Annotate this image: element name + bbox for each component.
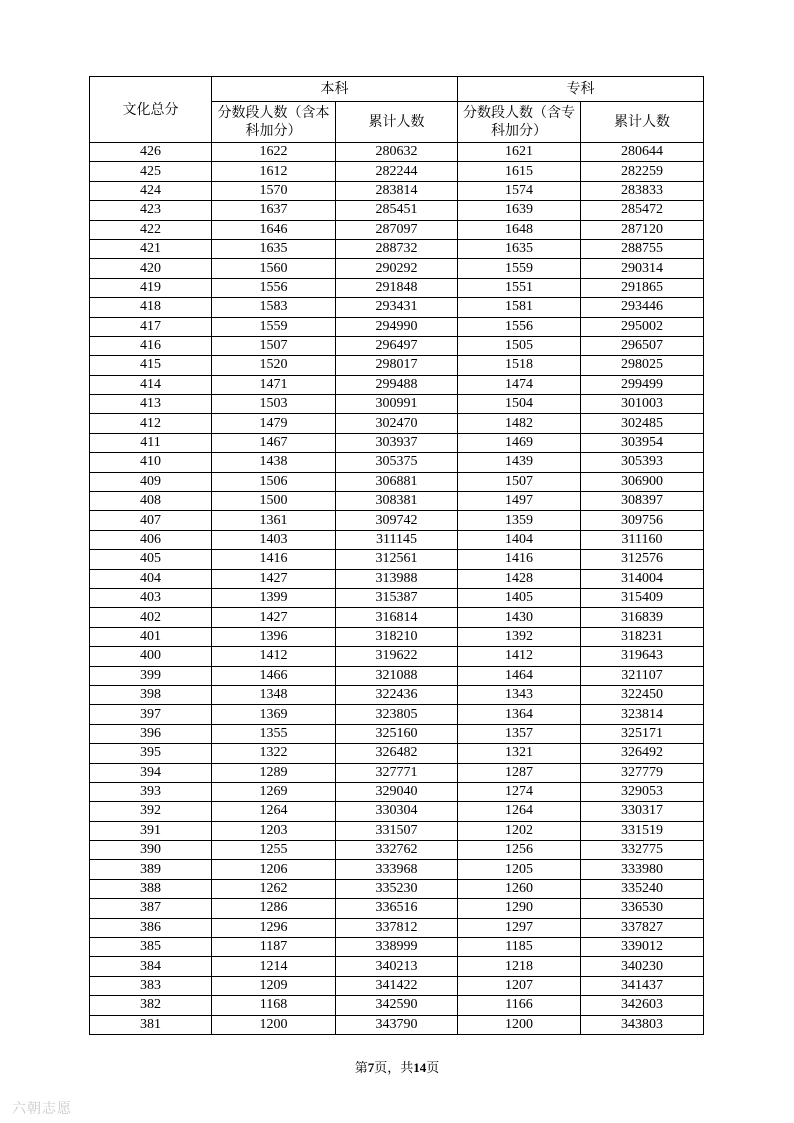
benke-segment-cell: 1427 [212, 569, 336, 588]
footer-middle: 页，共 [374, 1060, 414, 1075]
benke-segment-cell: 1570 [212, 181, 336, 200]
benke-segment-cell: 1556 [212, 278, 336, 297]
zhuanke-cumulative-cell: 291865 [581, 278, 704, 297]
benke-cumulative-cell: 321088 [336, 666, 458, 685]
table-row [90, 569, 704, 588]
table-row [90, 685, 704, 704]
zhuanke-segment-cell: 1469 [458, 433, 581, 452]
table-row [90, 1015, 704, 1034]
table-row [90, 588, 704, 607]
benke-segment-cell: 1479 [212, 414, 336, 433]
zhuanke-cumulative-cell: 302485 [581, 414, 704, 433]
benke-segment-cell: 1348 [212, 685, 336, 704]
benke-cumulative-cell: 343790 [336, 1015, 458, 1034]
zhuanke-segment-cell: 1439 [458, 453, 581, 472]
benke-cumulative-cell: 287097 [336, 220, 458, 239]
page-footer [0, 1057, 794, 1076]
table-row [90, 627, 704, 646]
benke-segment-cell: 1289 [212, 763, 336, 782]
score-cell: 416 [90, 336, 212, 355]
score-cell: 389 [90, 860, 212, 879]
benke-cumulative-cell: 285451 [336, 201, 458, 220]
score-cell: 383 [90, 976, 212, 995]
table-row [90, 782, 704, 801]
zhuanke-cumulative-cell: 283833 [581, 181, 704, 200]
zhuanke-cumulative-cell: 323814 [581, 705, 704, 724]
zhuanke-cumulative-cell: 332775 [581, 841, 704, 860]
zhuanke-cumulative-cell: 316839 [581, 608, 704, 627]
benke-segment-cell: 1635 [212, 239, 336, 258]
zhuanke-segment-cell: 1260 [458, 879, 581, 898]
score-cell: 419 [90, 278, 212, 297]
benke-segment-cell: 1403 [212, 530, 336, 549]
score-cell: 412 [90, 414, 212, 433]
zhuanke-cumulative-cell: 299499 [581, 375, 704, 394]
benke-cumulative-cell: 298017 [336, 356, 458, 375]
score-cell: 403 [90, 588, 212, 607]
score-cell: 408 [90, 492, 212, 511]
zhuanke-cumulative-cell: 296507 [581, 336, 704, 355]
benke-segment-cell: 1286 [212, 899, 336, 918]
benke-segment-cell: 1438 [212, 453, 336, 472]
score-cell: 382 [90, 996, 212, 1015]
benke-cumulative-cell: 313988 [336, 569, 458, 588]
zhuanke-cumulative-cell: 303954 [581, 433, 704, 452]
score-cell: 388 [90, 879, 212, 898]
benke-segment-cell: 1369 [212, 705, 336, 724]
table-row [90, 336, 704, 355]
benke-segment-cell: 1399 [212, 588, 336, 607]
benke-cumulative-cell: 280632 [336, 143, 458, 162]
zhuanke-segment-cell: 1274 [458, 782, 581, 801]
benke-segment-cell: 1322 [212, 744, 336, 763]
score-cell: 420 [90, 259, 212, 278]
zhuanke-cumulative-cell: 312576 [581, 550, 704, 569]
zhuanke-cumulative-cell: 343803 [581, 1015, 704, 1034]
benke-cumulative-cell: 326482 [336, 744, 458, 763]
zhuanke-segment-cell: 1412 [458, 647, 581, 666]
footer-total-pages: 14 [413, 1060, 427, 1075]
score-cell: 421 [90, 239, 212, 258]
zhuanke-cumulative-cell: 298025 [581, 356, 704, 375]
benke-cumulative-cell: 330304 [336, 802, 458, 821]
zhuanke-cumulative-cell: 322450 [581, 685, 704, 704]
benke-segment-cell: 1427 [212, 608, 336, 627]
zhuanke-cumulative-cell: 329053 [581, 782, 704, 801]
zhuanke-segment-cell: 1504 [458, 395, 581, 414]
benke-segment-cell: 1507 [212, 336, 336, 355]
zhuanke-cumulative-cell: 280644 [581, 143, 704, 162]
zhuanke-segment-cell: 1428 [458, 569, 581, 588]
zhuanke-segment-cell: 1343 [458, 685, 581, 704]
zhuanke-cumulative-cell: 309756 [581, 511, 704, 530]
table-body [90, 143, 704, 1035]
benke-cumulative-cell: 315387 [336, 588, 458, 607]
zhuanke-cumulative-cell: 295002 [581, 317, 704, 336]
score-cell: 404 [90, 569, 212, 588]
table-row [90, 162, 704, 181]
zhuanke-segment-cell: 1287 [458, 763, 581, 782]
benke-cumulative-cell: 331507 [336, 821, 458, 840]
benke-cumulative-cell: 342590 [336, 996, 458, 1015]
benke-cumulative-cell: 282244 [336, 162, 458, 181]
zhuanke-segment-cell: 1357 [458, 724, 581, 743]
benke-segment-cell: 1646 [212, 220, 336, 239]
benke-segment-cell: 1416 [212, 550, 336, 569]
zhuanke-segment-cell: 1256 [458, 841, 581, 860]
benke-cumulative-cell: 329040 [336, 782, 458, 801]
benke-cumulative-cell: 283814 [336, 181, 458, 200]
table-row [90, 181, 704, 200]
table-row [90, 395, 704, 414]
benke-segment-cell: 1503 [212, 395, 336, 414]
score-cell: 423 [90, 201, 212, 220]
score-cell: 399 [90, 666, 212, 685]
zhuanke-segment-cell: 1648 [458, 220, 581, 239]
zhuanke-cumulative-cell: 325171 [581, 724, 704, 743]
benke-segment-cell: 1203 [212, 821, 336, 840]
benke-segment-cell: 1412 [212, 647, 336, 666]
benke-cumulative-cell: 316814 [336, 608, 458, 627]
score-cell: 402 [90, 608, 212, 627]
benke-segment-cell: 1206 [212, 860, 336, 879]
zhuanke-segment-cell: 1205 [458, 860, 581, 879]
zhuanke-cumulative-cell: 319643 [581, 647, 704, 666]
table-row [90, 705, 704, 724]
table-row [90, 918, 704, 937]
header-benke-segment: 分数段人数（含本科加分） [212, 102, 336, 143]
table-row [90, 976, 704, 995]
zhuanke-cumulative-cell: 327779 [581, 763, 704, 782]
zhuanke-segment-cell: 1359 [458, 511, 581, 530]
benke-cumulative-cell: 302470 [336, 414, 458, 433]
zhuanke-segment-cell: 1497 [458, 492, 581, 511]
footer-prefix: 第 [354, 1060, 368, 1075]
benke-segment-cell: 1214 [212, 957, 336, 976]
zhuanke-segment-cell: 1507 [458, 472, 581, 491]
table-row [90, 996, 704, 1015]
benke-cumulative-cell: 325160 [336, 724, 458, 743]
benke-cumulative-cell: 308381 [336, 492, 458, 511]
score-cell: 397 [90, 705, 212, 724]
score-cell: 418 [90, 298, 212, 317]
zhuanke-cumulative-cell: 335240 [581, 879, 704, 898]
zhuanke-segment-cell: 1416 [458, 550, 581, 569]
zhuanke-cumulative-cell: 285472 [581, 201, 704, 220]
benke-cumulative-cell: 309742 [336, 511, 458, 530]
benke-segment-cell: 1269 [212, 782, 336, 801]
benke-cumulative-cell: 335230 [336, 879, 458, 898]
score-cell: 409 [90, 472, 212, 491]
benke-cumulative-cell: 333968 [336, 860, 458, 879]
table-row [90, 724, 704, 743]
zhuanke-segment-cell: 1621 [458, 143, 581, 162]
zhuanke-segment-cell: 1574 [458, 181, 581, 200]
benke-segment-cell: 1396 [212, 627, 336, 646]
score-cell: 406 [90, 530, 212, 549]
zhuanke-segment-cell: 1218 [458, 957, 581, 976]
score-cell: 413 [90, 395, 212, 414]
benke-segment-cell: 1583 [212, 298, 336, 317]
table-row [90, 143, 704, 162]
zhuanke-segment-cell: 1207 [458, 976, 581, 995]
zhuanke-segment-cell: 1430 [458, 608, 581, 627]
score-cell: 426 [90, 143, 212, 162]
score-cell: 381 [90, 1015, 212, 1034]
score-cell: 386 [90, 918, 212, 937]
benke-cumulative-cell: 341422 [336, 976, 458, 995]
benke-segment-cell: 1560 [212, 259, 336, 278]
zhuanke-cumulative-cell: 336530 [581, 899, 704, 918]
score-cell: 391 [90, 821, 212, 840]
zhuanke-segment-cell: 1581 [458, 298, 581, 317]
table-row [90, 511, 704, 530]
zhuanke-segment-cell: 1551 [458, 278, 581, 297]
table-row [90, 298, 704, 317]
table-row [90, 666, 704, 685]
benke-cumulative-cell: 306881 [336, 472, 458, 491]
zhuanke-segment-cell: 1405 [458, 588, 581, 607]
zhuanke-cumulative-cell: 315409 [581, 588, 704, 607]
score-cell: 387 [90, 899, 212, 918]
benke-cumulative-cell: 311145 [336, 530, 458, 549]
zhuanke-cumulative-cell: 287120 [581, 220, 704, 239]
score-cell: 393 [90, 782, 212, 801]
zhuanke-cumulative-cell: 339012 [581, 938, 704, 957]
table-row [90, 841, 704, 860]
table-row [90, 278, 704, 297]
zhuanke-segment-cell: 1518 [458, 356, 581, 375]
table-row [90, 375, 704, 394]
score-cell: 395 [90, 744, 212, 763]
zhuanke-segment-cell: 1635 [458, 239, 581, 258]
score-cell: 407 [90, 511, 212, 530]
zhuanke-segment-cell: 1404 [458, 530, 581, 549]
zhuanke-segment-cell: 1321 [458, 744, 581, 763]
footer-suffix: 页 [426, 1060, 440, 1075]
table-row [90, 453, 704, 472]
footer-page-number: 7 [367, 1060, 375, 1075]
score-cell: 422 [90, 220, 212, 239]
benke-cumulative-cell: 318210 [336, 627, 458, 646]
table-row [90, 414, 704, 433]
zhuanke-segment-cell: 1392 [458, 627, 581, 646]
table-row [90, 550, 704, 569]
benke-cumulative-cell: 332762 [336, 841, 458, 860]
watermark-text: 六朝志愿 [12, 1101, 72, 1117]
benke-cumulative-cell: 300991 [336, 395, 458, 414]
benke-segment-cell: 1264 [212, 802, 336, 821]
benke-segment-cell: 1168 [212, 996, 336, 1015]
zhuanke-cumulative-cell: 308397 [581, 492, 704, 511]
benke-segment-cell: 1612 [212, 162, 336, 181]
zhuanke-segment-cell: 1166 [458, 996, 581, 1015]
table-row [90, 433, 704, 452]
zhuanke-segment-cell: 1615 [458, 162, 581, 181]
table-row [90, 744, 704, 763]
score-cell: 415 [90, 356, 212, 375]
table-row [90, 899, 704, 918]
benke-segment-cell: 1296 [212, 918, 336, 937]
table-row [90, 201, 704, 220]
zhuanke-cumulative-cell: 321107 [581, 666, 704, 685]
benke-segment-cell: 1471 [212, 375, 336, 394]
zhuanke-cumulative-cell: 290314 [581, 259, 704, 278]
benke-cumulative-cell: 288732 [336, 239, 458, 258]
zhuanke-cumulative-cell: 305393 [581, 453, 704, 472]
table-row [90, 647, 704, 666]
score-cell: 384 [90, 957, 212, 976]
zhuanke-cumulative-cell: 318231 [581, 627, 704, 646]
score-cell: 390 [90, 841, 212, 860]
score-cell: 385 [90, 938, 212, 957]
zhuanke-cumulative-cell: 341437 [581, 976, 704, 995]
header-benke: 本科 [212, 77, 458, 102]
zhuanke-segment-cell: 1482 [458, 414, 581, 433]
zhuanke-cumulative-cell: 311160 [581, 530, 704, 549]
benke-segment-cell: 1262 [212, 879, 336, 898]
table-row [90, 821, 704, 840]
benke-cumulative-cell: 305375 [336, 453, 458, 472]
benke-cumulative-cell: 319622 [336, 647, 458, 666]
benke-cumulative-cell: 291848 [336, 278, 458, 297]
benke-cumulative-cell: 290292 [336, 259, 458, 278]
benke-segment-cell: 1467 [212, 433, 336, 452]
table-row [90, 530, 704, 549]
zhuanke-segment-cell: 1556 [458, 317, 581, 336]
zhuanke-segment-cell: 1639 [458, 201, 581, 220]
score-cell: 417 [90, 317, 212, 336]
benke-cumulative-cell: 323805 [336, 705, 458, 724]
zhuanke-cumulative-cell: 330317 [581, 802, 704, 821]
table-row [90, 860, 704, 879]
watermark [12, 1098, 72, 1118]
benke-cumulative-cell: 296497 [336, 336, 458, 355]
score-cell: 411 [90, 433, 212, 452]
benke-cumulative-cell: 294990 [336, 317, 458, 336]
zhuanke-cumulative-cell: 337827 [581, 918, 704, 937]
score-cell: 394 [90, 763, 212, 782]
score-cell: 396 [90, 724, 212, 743]
table-row [90, 763, 704, 782]
zhuanke-segment-cell: 1264 [458, 802, 581, 821]
benke-cumulative-cell: 337812 [336, 918, 458, 937]
zhuanke-segment-cell: 1185 [458, 938, 581, 957]
score-cell: 405 [90, 550, 212, 569]
benke-segment-cell: 1209 [212, 976, 336, 995]
zhuanke-cumulative-cell: 288755 [581, 239, 704, 258]
benke-segment-cell: 1255 [212, 841, 336, 860]
benke-segment-cell: 1200 [212, 1015, 336, 1034]
zhuanke-segment-cell: 1200 [458, 1015, 581, 1034]
zhuanke-cumulative-cell: 293446 [581, 298, 704, 317]
benke-cumulative-cell: 327771 [336, 763, 458, 782]
score-cell: 425 [90, 162, 212, 181]
zhuanke-cumulative-cell: 342603 [581, 996, 704, 1015]
benke-cumulative-cell: 322436 [336, 685, 458, 704]
benke-cumulative-cell: 336516 [336, 899, 458, 918]
benke-cumulative-cell: 293431 [336, 298, 458, 317]
benke-segment-cell: 1506 [212, 472, 336, 491]
table-row [90, 938, 704, 957]
zhuanke-cumulative-cell: 326492 [581, 744, 704, 763]
benke-segment-cell: 1187 [212, 938, 336, 957]
header-zhuanke: 专科 [458, 77, 704, 102]
zhuanke-cumulative-cell: 282259 [581, 162, 704, 181]
header-score: 文化总分 [90, 77, 212, 143]
zhuanke-segment-cell: 1559 [458, 259, 581, 278]
score-cell: 401 [90, 627, 212, 646]
table-row [90, 957, 704, 976]
table-row [90, 239, 704, 258]
header-benke-cumulative: 累计人数 [336, 102, 458, 143]
table-row [90, 317, 704, 336]
header-zhuanke-cumulative: 累计人数 [581, 102, 704, 143]
benke-segment-cell: 1559 [212, 317, 336, 336]
table-row [90, 220, 704, 239]
zhuanke-cumulative-cell: 333980 [581, 860, 704, 879]
score-distribution-table [89, 76, 704, 1035]
benke-segment-cell: 1361 [212, 511, 336, 530]
benke-cumulative-cell: 338999 [336, 938, 458, 957]
table-row [90, 608, 704, 627]
zhuanke-cumulative-cell: 301003 [581, 395, 704, 414]
header-zhuanke-segment: 分数段人数（含专科加分） [458, 102, 581, 143]
benke-segment-cell: 1622 [212, 143, 336, 162]
table-row [90, 802, 704, 821]
benke-segment-cell: 1466 [212, 666, 336, 685]
score-cell: 400 [90, 647, 212, 666]
zhuanke-cumulative-cell: 331519 [581, 821, 704, 840]
benke-segment-cell: 1500 [212, 492, 336, 511]
benke-cumulative-cell: 303937 [336, 433, 458, 452]
zhuanke-segment-cell: 1290 [458, 899, 581, 918]
table-row [90, 879, 704, 898]
zhuanke-segment-cell: 1464 [458, 666, 581, 685]
benke-cumulative-cell: 312561 [336, 550, 458, 569]
table-row [90, 356, 704, 375]
table-row [90, 472, 704, 491]
zhuanke-cumulative-cell: 340230 [581, 957, 704, 976]
score-cell: 414 [90, 375, 212, 394]
score-cell: 392 [90, 802, 212, 821]
zhuanke-segment-cell: 1474 [458, 375, 581, 394]
table-row [90, 492, 704, 511]
table-row [90, 259, 704, 278]
score-cell: 424 [90, 181, 212, 200]
score-cell: 410 [90, 453, 212, 472]
benke-segment-cell: 1355 [212, 724, 336, 743]
zhuanke-segment-cell: 1297 [458, 918, 581, 937]
zhuanke-cumulative-cell: 306900 [581, 472, 704, 491]
benke-cumulative-cell: 299488 [336, 375, 458, 394]
score-cell: 398 [90, 685, 212, 704]
zhuanke-segment-cell: 1202 [458, 821, 581, 840]
benke-cumulative-cell: 340213 [336, 957, 458, 976]
zhuanke-segment-cell: 1364 [458, 705, 581, 724]
benke-segment-cell: 1637 [212, 201, 336, 220]
zhuanke-cumulative-cell: 314004 [581, 569, 704, 588]
zhuanke-segment-cell: 1505 [458, 336, 581, 355]
benke-segment-cell: 1520 [212, 356, 336, 375]
